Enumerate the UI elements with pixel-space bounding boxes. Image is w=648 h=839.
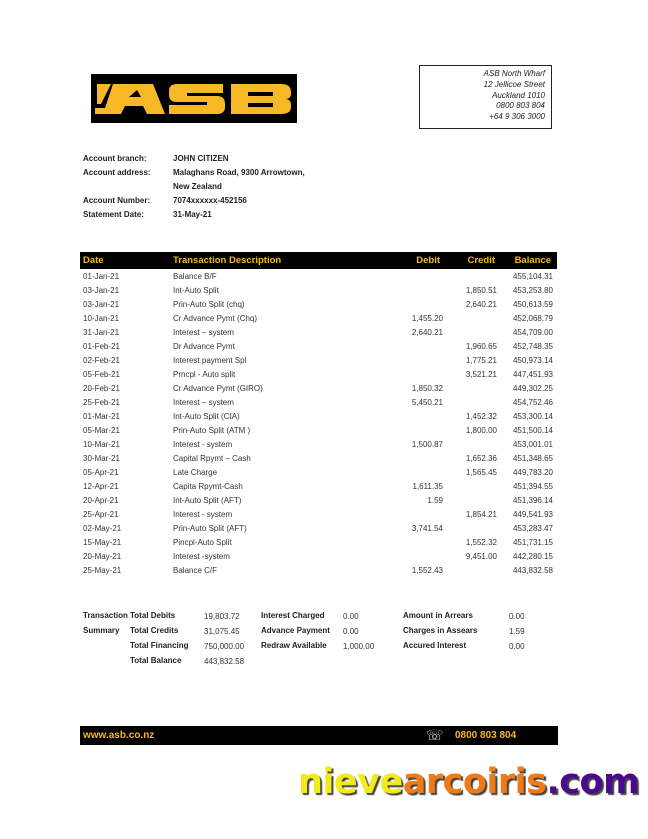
row-date: 20-Feb-21	[83, 384, 120, 393]
account-address-value: Malaghans Road, 9300 Arrowtown,	[173, 168, 305, 177]
table-row	[80, 507, 557, 521]
row-credit: 1,854.21	[465, 510, 497, 519]
header-credit: Credit	[467, 255, 495, 266]
asb-logo-icon	[91, 74, 297, 123]
row-date: 12-Apr-21	[83, 482, 119, 491]
row-date: 03-Jan-21	[83, 286, 120, 295]
row-balance: 453,300.14	[512, 412, 553, 421]
account-branch-label: Account branch:	[83, 154, 147, 163]
row-balance: 453,283.47	[512, 524, 553, 533]
bank-address-line: 12 Jellicoe Street	[483, 79, 545, 89]
row-credit: 3,521.21	[465, 370, 497, 379]
row-balance: 451,394.55	[512, 482, 553, 491]
row-date: 25-Apr-21	[83, 510, 119, 519]
row-description: Prncpl - Auto split	[173, 370, 236, 379]
header-date: Date	[83, 255, 104, 266]
bank-address-box	[419, 65, 552, 129]
row-debit: 2,640.21	[411, 328, 443, 337]
advance-payment-label: Advance Payment	[261, 626, 330, 635]
row-credit: 1,552.32	[465, 538, 497, 547]
statement-date-value: 31-May-21	[173, 210, 212, 219]
amount-in-arrears-label: Amount in Arrears	[403, 611, 473, 620]
row-balance: 442,280.15	[512, 552, 553, 561]
transactions-table	[80, 252, 557, 577]
row-credit: 1,960.65	[465, 342, 497, 351]
accrued-interest-label: Accured Interest	[403, 641, 467, 650]
row-balance: 452,748.35	[512, 342, 553, 351]
total-debits-value: 19,803.72	[204, 612, 240, 621]
row-date: 02-May-21	[83, 524, 122, 533]
row-credit: 1,652.36	[465, 454, 497, 463]
summary-title-line1: Transaction	[83, 611, 128, 620]
row-date: 10-Jan-21	[83, 314, 120, 323]
total-balance-value: 443,832.58	[204, 657, 245, 666]
interest-charged-value: 0.00	[343, 612, 359, 621]
row-credit: 1,800.00	[465, 426, 497, 435]
row-date: 20-Apr-21	[83, 496, 119, 505]
row-balance: 449,302.25	[512, 384, 553, 393]
row-debit: 1,500.87	[411, 440, 443, 449]
account-address-value-2: New Zealand	[173, 182, 222, 191]
row-description: Balance B/F	[173, 272, 217, 281]
row-description: Interest -system	[173, 552, 230, 561]
row-description: Cr Advance Pymt (GIRO)	[173, 384, 263, 393]
watermark-part2: arcoiris	[402, 762, 547, 802]
row-balance: 447,451.93	[512, 370, 553, 379]
row-description: Interest payment Spl	[173, 356, 247, 365]
row-debit: 1.59	[427, 496, 443, 505]
total-financing-label: Total Financing	[130, 641, 189, 650]
table-row	[80, 549, 557, 563]
row-credit: 1,565.45	[465, 468, 497, 477]
row-date: 05-Apr-21	[83, 468, 119, 477]
row-description: Interest - system	[173, 440, 233, 449]
table-row	[80, 283, 557, 297]
row-debit: 1,455.20	[411, 314, 443, 323]
row-description: Dr Advance Pymt	[173, 342, 235, 351]
table-row	[80, 395, 557, 409]
table-row	[80, 423, 557, 437]
row-date: 03-Jan-21	[83, 300, 120, 309]
account-number-value: 7074xxxxxx-452156	[173, 196, 247, 205]
table-row	[80, 521, 557, 535]
account-number-label: Account Number:	[83, 196, 151, 205]
row-description: Late Charge	[173, 468, 218, 477]
row-date: 31-Jan-21	[83, 328, 120, 337]
total-debits-label: Total Debits	[130, 611, 176, 620]
table-row	[80, 381, 557, 395]
row-description: Interest - system	[173, 510, 233, 519]
row-balance: 450,973.14	[512, 356, 553, 365]
row-balance: 451,731.15	[512, 538, 553, 547]
header-balance: Balance	[514, 255, 551, 266]
total-credits-value: 31,075.45	[204, 627, 240, 636]
row-balance: 451,396.14	[512, 496, 553, 505]
row-balance: 453,253.80	[512, 286, 553, 295]
row-balance: 451,500.14	[512, 426, 553, 435]
footer-bar	[80, 726, 558, 745]
charges-in-arrears-value: 1.59	[509, 627, 525, 636]
row-debit: 5,450.21	[411, 398, 443, 407]
row-description: Int-Auto Split (CIA)	[173, 412, 240, 421]
row-date: 30-Mar-21	[83, 454, 120, 463]
row-description: Capita Rpymt-Cash	[173, 482, 243, 491]
row-balance: 454,752.46	[512, 398, 553, 407]
summary-title-line2: Summary	[83, 626, 120, 635]
watermark-part3: .com	[546, 762, 640, 802]
row-credit: 1,775.21	[465, 356, 497, 365]
row-description: Interest – system	[173, 328, 234, 337]
row-balance: 450,613.59	[512, 300, 553, 309]
watermark-part1: nieve	[298, 762, 403, 802]
row-date: 25-May-21	[83, 566, 122, 575]
statement-date-label: Statement Date:	[83, 210, 144, 219]
row-date: 20-May-21	[83, 552, 122, 561]
table-row	[80, 297, 557, 311]
telephone-icon: ☏	[426, 727, 444, 743]
table-row	[80, 269, 557, 283]
row-balance: 449,541.93	[512, 510, 553, 519]
row-date: 05-Mar-21	[83, 426, 120, 435]
row-credit: 9,451.00	[465, 552, 497, 561]
header-description: Transaction Description	[173, 255, 282, 266]
row-date: 10-Mar-21	[83, 440, 120, 449]
redraw-available-label: Redraw Available	[261, 641, 327, 650]
row-date: 01-Feb-21	[83, 342, 120, 351]
table-row	[80, 493, 557, 507]
row-description: Prin-Auto Split (AFT)	[173, 524, 247, 533]
bank-address-line: ASB North Wharf	[483, 69, 545, 78]
row-description: Capital Rpymt – Cash	[173, 454, 251, 463]
website-link[interactable]: www.asb.co.nz	[83, 730, 155, 741]
row-balance: 453,001.01	[512, 440, 553, 449]
row-description: Int-Auto Split (AFT)	[173, 496, 242, 505]
row-balance: 443,832.58	[512, 566, 553, 575]
row-debit: 1,552.43	[411, 566, 443, 575]
table-row	[80, 311, 557, 325]
row-description: Int-Auto Split	[173, 286, 219, 295]
total-credits-label: Total Credits	[130, 626, 179, 635]
table-row	[80, 451, 557, 465]
watermark	[298, 762, 639, 802]
redraw-available-value: 1,000.00	[343, 642, 375, 651]
row-credit: 2,640.21	[465, 300, 497, 309]
row-debit: 1,850.32	[411, 384, 443, 393]
total-balance-label: Total Balance	[130, 656, 182, 665]
interest-charged-label: Interest Charged	[261, 611, 325, 620]
account-address-label: Account address:	[83, 168, 151, 177]
row-date: 25-Feb-21	[83, 398, 120, 407]
table-row	[80, 409, 557, 423]
row-credit: 1,452.32	[465, 412, 497, 421]
row-debit: 1,611.35	[412, 482, 443, 491]
amount-in-arrears-value: 0.00	[509, 612, 525, 621]
table-row	[80, 367, 557, 381]
bank-address-line: 0800 803 804	[496, 101, 545, 111]
row-description: Prin-Auto Split (chq)	[173, 300, 245, 309]
row-date: 15-May-21	[83, 538, 122, 547]
accrued-interest-value: 0.00	[509, 642, 525, 651]
table-row	[80, 535, 557, 549]
row-description: Cr Advance Pymt (Chq)	[173, 314, 258, 323]
row-date: 02-Feb-21	[83, 356, 120, 365]
row-date: 05-Feb-21	[83, 370, 120, 379]
table-row	[80, 325, 557, 339]
advance-payment-value: 0.00	[343, 627, 359, 636]
row-balance: 449,783.20	[512, 468, 553, 477]
table-row	[80, 479, 557, 493]
row-balance: 452,068.79	[512, 314, 553, 323]
row-balance: 455,104.31	[512, 272, 553, 281]
row-description: Balance C/F	[173, 566, 218, 575]
bank-address-line: +64 9 306 3000	[489, 112, 545, 122]
row-date: 01-Jan-21	[83, 272, 120, 281]
row-date: 01-Mar-21	[83, 412, 120, 421]
row-description: Prin-Auto Split (ATM )	[173, 426, 251, 435]
table-header	[80, 252, 557, 269]
table-row	[80, 465, 557, 479]
account-branch-value: JOHN CITIZEN	[173, 154, 229, 163]
total-financing-value: 750,000.00	[204, 642, 245, 651]
bank-address-line: Auckland 1010	[492, 90, 545, 100]
footer-phone: 0800 803 804	[455, 730, 517, 741]
row-balance: 454,709.00	[512, 328, 553, 337]
row-debit: 3,741.54	[411, 524, 443, 533]
row-balance: 451,348.65	[512, 454, 553, 463]
row-description: Pincpl-Auto Split	[173, 538, 232, 547]
table-body	[80, 269, 557, 577]
table-row	[80, 353, 557, 367]
charges-in-arrears-label: Charges in Assears	[403, 626, 478, 635]
row-description: Interest – system	[173, 398, 234, 407]
header-debit: Debit	[416, 255, 440, 266]
row-credit: 1,850.51	[465, 286, 497, 295]
table-row	[80, 563, 557, 577]
table-row	[80, 437, 557, 451]
asb-logo	[91, 74, 297, 123]
table-row	[80, 339, 557, 353]
